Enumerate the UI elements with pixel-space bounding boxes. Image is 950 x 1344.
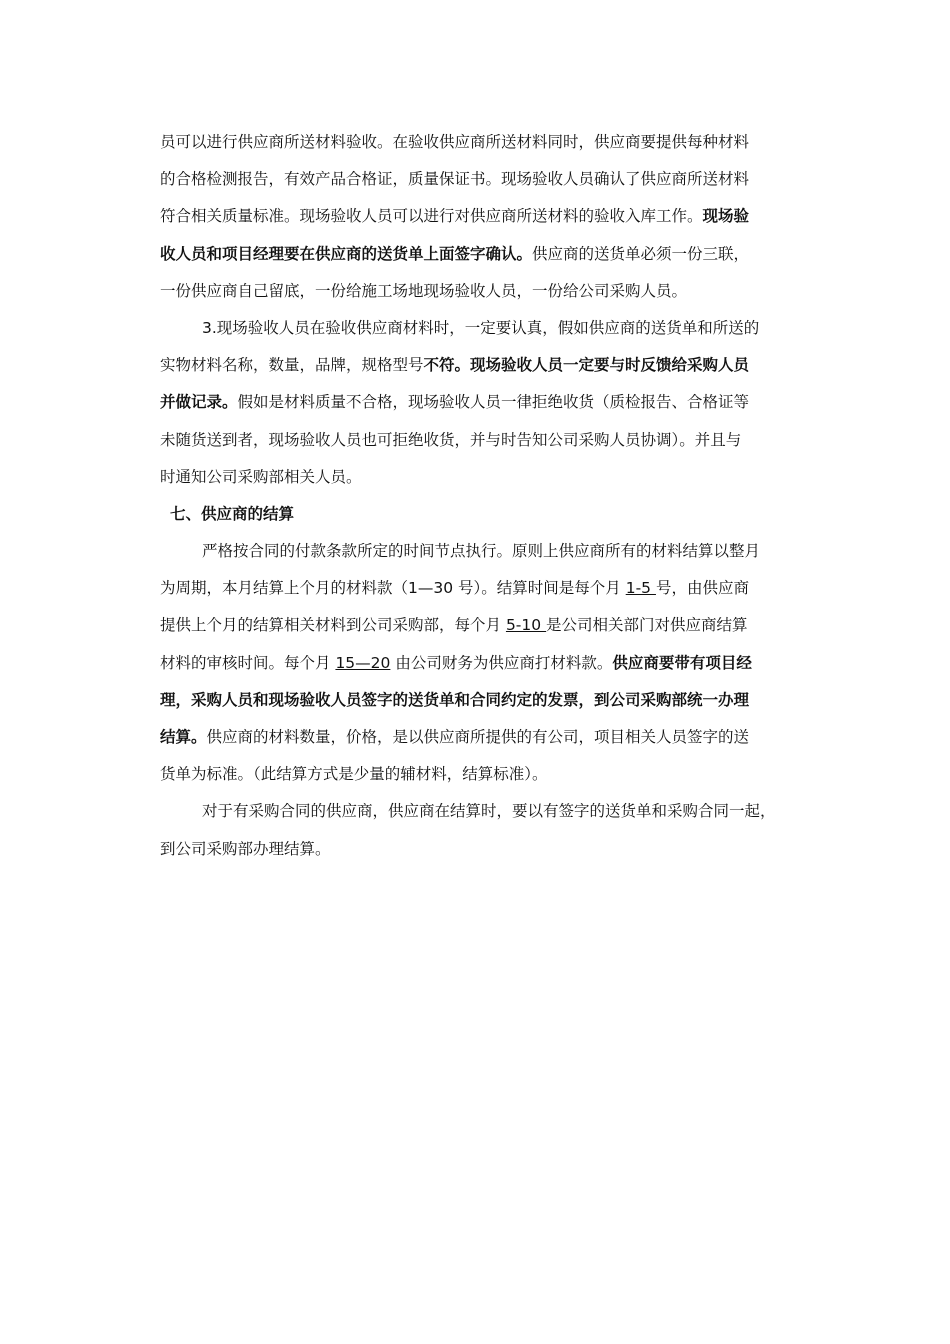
paragraph-line bbox=[160, 459, 820, 496]
paragraph-line bbox=[160, 533, 820, 570]
text-run: 供应商的材料数量，价格，是以供应商所提供的有公司，项目相关人员签字的送 bbox=[206, 728, 750, 746]
text-run: 的合格检测报告，有效产品合格证，质量保证书。现场验收人员确认了供应商所送材料 bbox=[160, 170, 750, 189]
text-run: 假如是材料质量不合格，现场验收人员一律拒绝收货（质检报告、合格证等 bbox=[237, 393, 750, 412]
paragraph-line bbox=[160, 124, 820, 161]
text-run: 实物材料名称，数量，品牌，规格型号 bbox=[160, 356, 424, 375]
text-run: 未随货送到者，现场验收人员也可拒绝收货，并与时告知公司采购人员协调）。并且与 bbox=[160, 430, 742, 449]
section-heading-text: 七、供应商的结算 bbox=[170, 504, 295, 523]
bold-text-run: 并做记录。 bbox=[160, 393, 238, 412]
underlined-text-run: 15—20 bbox=[335, 653, 391, 672]
bold-text-run: 供应商要带有项目经 bbox=[612, 653, 752, 672]
text-run: 为周期，本月结算上个月的材料款（1—30 号）。结算时间是每个月 bbox=[160, 579, 626, 598]
paragraph-line bbox=[160, 682, 820, 719]
paragraph-line bbox=[160, 273, 820, 310]
text-run: 员可以进行供应商所送材料验收。在验收供应商所送材料同时，供应商要提供每种材料 bbox=[160, 133, 750, 151]
bold-text-run: 不符。现场验收人员一定要与时反馈给采购人员 bbox=[423, 356, 750, 375]
paragraph-line bbox=[160, 719, 820, 756]
document-body bbox=[160, 124, 820, 868]
paragraph-line bbox=[160, 236, 820, 273]
text-run: 由公司财务为供应商打材料款。 bbox=[390, 653, 613, 672]
text-run: 时通知公司采购部相关人员。 bbox=[160, 467, 362, 486]
paragraph-line bbox=[160, 831, 820, 868]
text-run: 材料的审核时间。每个月 bbox=[160, 653, 336, 672]
bold-text-run: 结算。 bbox=[160, 728, 207, 746]
bold-text-run: 现场验 bbox=[702, 207, 750, 226]
text-run: 一份供应商自己留底，一份给施工场地现场验收人员，一份给公司采购人员。 bbox=[160, 281, 688, 300]
text-run: 符合相关质量标准。现场验收人员可以进行对供应商所送材料的验收入库工作。 bbox=[160, 207, 703, 226]
text-run: 供应商的送货单必须一份三联， bbox=[532, 244, 750, 263]
paragraph-line bbox=[160, 161, 820, 198]
paragraph-line bbox=[160, 310, 820, 347]
paragraph-line bbox=[160, 384, 820, 421]
paragraph-line bbox=[160, 793, 820, 830]
paragraph-line bbox=[160, 422, 820, 459]
text-run: 3.现场验收人员在验收供应商材料时，一定要认真，假如供应商的送货单和所送的 bbox=[202, 318, 760, 337]
paragraph-line bbox=[160, 645, 820, 682]
text-run: 到公司采购部办理结算。 bbox=[160, 839, 331, 858]
underlined-text-run: 5-10 bbox=[505, 616, 547, 635]
bold-text-run: 理，采购人员和现场验收人员签字的送货单和合同约定的发票，到公司采购部统一办理 bbox=[160, 690, 750, 709]
underlined-text-run: 1-5 bbox=[625, 579, 656, 598]
text-run: 提供上个月的结算相关材料到公司采购部，每个月 bbox=[160, 616, 506, 635]
text-run: 号，由供应商 bbox=[655, 579, 749, 598]
text-run: 是公司相关部门对供应商结算 bbox=[546, 616, 748, 635]
paragraph-line bbox=[160, 198, 820, 235]
text-run: 对于有采购合同的供应商，供应商在结算时，要以有签字的送货单和采购合同一起， bbox=[202, 802, 776, 821]
paragraph-line bbox=[160, 347, 820, 384]
bold-text-run: 收人员和项目经理要在供应商的送货单上面签字确认。 bbox=[160, 244, 533, 263]
section-heading bbox=[160, 496, 820, 533]
paragraph-line bbox=[160, 607, 820, 644]
text-run: 货单为标准。（此结算方式是少量的辅材料，结算标准）。 bbox=[160, 765, 548, 784]
paragraph-line bbox=[160, 570, 820, 607]
paragraph-line bbox=[160, 756, 820, 793]
text-run: 严格按合同的付款条款所定的时间节点执行。原则上供应商所有的材料结算以整月 bbox=[202, 542, 761, 561]
